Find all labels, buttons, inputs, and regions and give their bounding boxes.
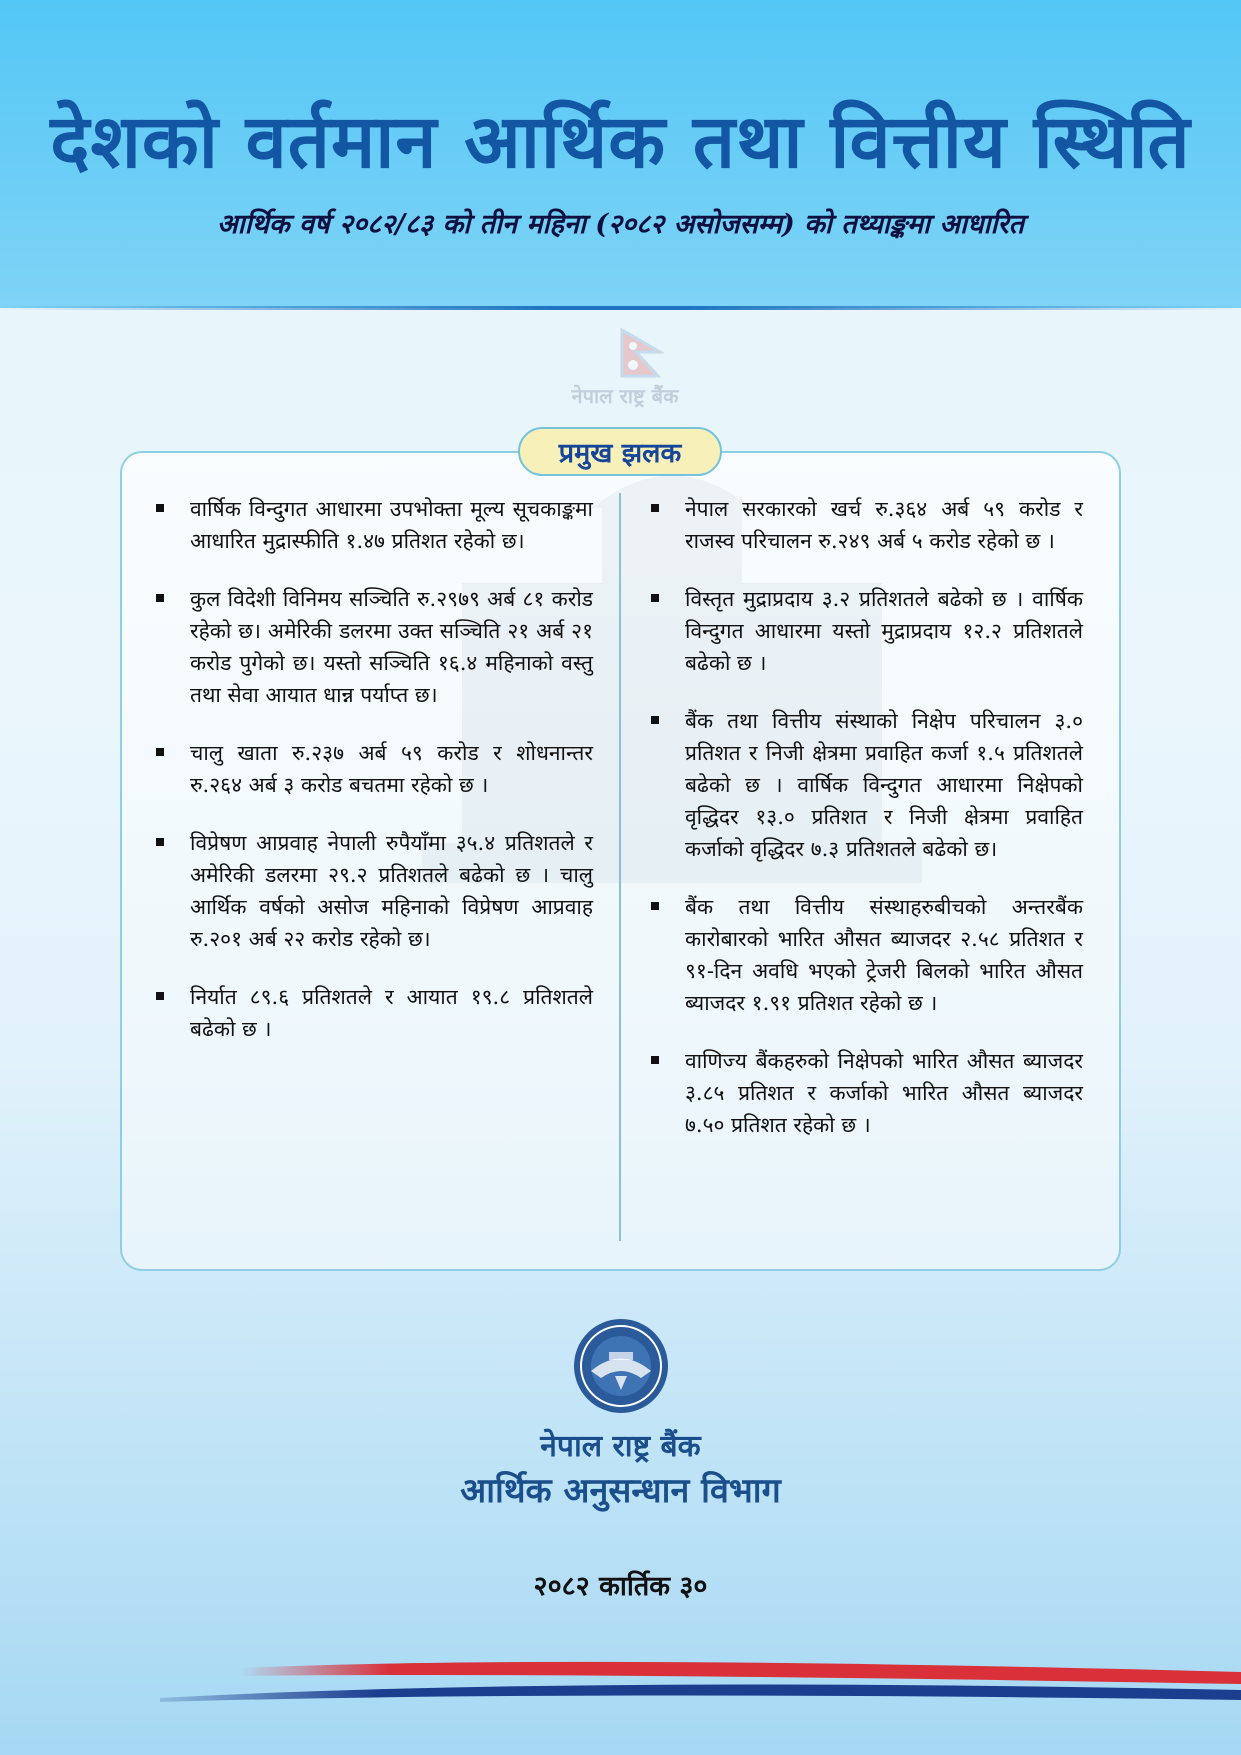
highlights-badge	[518, 427, 722, 476]
list-item-text: वाणिज्य बैंकहरुको निक्षेपको भारित औसत ब्याजदर ३.८५ प्रतिशत र कर्जाको भारित औसत ब्याजदर ७.५० प्रतिशत रहेको छ ।	[685, 1049, 1083, 1137]
list-item	[148, 737, 593, 801]
department-name: आर्थिक अनुसन्धान विभाग	[460, 1471, 781, 1511]
bullet-square-icon	[651, 716, 659, 724]
bullet-square-icon	[156, 748, 164, 756]
list-item	[643, 493, 1083, 557]
list-item	[643, 705, 1083, 865]
header-divider	[0, 306, 1241, 310]
list-item	[148, 827, 593, 955]
highlights-label: प्रमुख झलक	[558, 438, 682, 469]
list-item-text: नेपाल सरकारको खर्च रु.३६४ अर्ब ५९ करोड र राजस्व परिचालन रु.२४९ अर्ब ५ करोड रहेको छ ।	[685, 497, 1083, 553]
bullet-square-icon	[651, 902, 659, 910]
list-item-text: बैंक तथा वित्तीय संस्थाहरुबीचको अन्तरबैंक कारोबारको भारित औसत ब्याजदर २.५८ प्रतिशत र ९१-दिन अवधि भएको ट्रेजरी बिलको भारित औसत ब्याजदर १.९१ प्रतिशत रहेको छ ।	[685, 895, 1083, 1015]
column-divider	[619, 493, 621, 1241]
decorative-stripes	[160, 1650, 1241, 1710]
highlights-right-column	[643, 493, 1083, 1167]
bullet-square-icon	[156, 594, 164, 602]
bullet-square-icon	[651, 594, 659, 602]
page-title: देशको वर्तमान आर्थिक तथा वित्तीय स्थिति	[50, 99, 1191, 185]
list-item	[643, 1045, 1083, 1141]
list-item-text: विस्तृत मुद्राप्रदाय ३.२ प्रतिशतले बढेको छ । वार्षिक विन्दुगत आधारमा यस्तो मुद्राप्रदाय १२.२ प्रतिशतले बढेको छ ।	[685, 587, 1083, 675]
bullet-square-icon	[156, 992, 164, 1000]
bullet-square-icon	[651, 504, 659, 512]
page-subtitle: आर्थिक वर्ष २०८२/८३ को तीन महिना (२०८२ असोजसम्म) को तथ्याङ्कमा आधारित	[217, 209, 1024, 240]
bullet-square-icon	[651, 1056, 659, 1064]
watermark-text: नेपाल राष्ट्र बैंक	[571, 384, 679, 408]
list-item-text: निर्यात ८९.६ प्रतिशतले र आयात १९.८ प्रतिशतले बढेको छ ।	[190, 985, 593, 1041]
list-item-text: वार्षिक विन्दुगत आधारमा उपभोक्ता मूल्य सूचकाङ्कमा आधारित मुद्रास्फीति १.४७ प्रतिशत रहेको छ।	[190, 497, 593, 553]
list-item	[148, 981, 593, 1045]
org-name: नेपाल राष्ट्र बैंक	[540, 1429, 701, 1464]
list-item	[643, 891, 1083, 1019]
list-item-text: कुल विदेशी विनिमय सञ्चिति रु.२९७९ अर्ब ८१ करोड रहेको छ। अमेरिकी डलरमा उक्त सञ्चिति २१ अर्ब २१ करोड पुगेको छ। यस्तो सञ्चिति १६.४ महिनाको वस्तु तथा सेवा आयात धान्न पर्याप्त छ।	[190, 587, 593, 707]
list-item-text: चालु खाता रु.२३७ अर्ब ५९ करोड र शोधनान्तर रु.२६४ अर्ब ३ करोड बचतमा रहेको छ ।	[190, 741, 593, 797]
list-item	[148, 493, 593, 557]
list-item	[148, 583, 593, 711]
list-item-text: बैंक तथा वित्तीय संस्थाको निक्षेप परिचालन ३.० प्रतिशत र निजी क्षेत्रमा प्रवाहित कर्जा १.५ प्रतिशतले बढेको छ । वार्षिक विन्दुगत आधारमा निक्षेपको वृद्धिदर १३.० प्रतिशत र निजी क्षेत्रमा प्रवाहित कर्जाको वृद्धिदर ७.३ प्रतिशतले बढेको छ।	[685, 709, 1083, 861]
bullet-square-icon	[156, 504, 164, 512]
bullet-square-icon	[156, 838, 164, 846]
nepal-flag-icon	[620, 328, 664, 380]
highlights-left-column	[148, 493, 593, 1071]
publication-date: २०८२ कार्तिक ३०	[533, 1571, 708, 1602]
list-item	[643, 583, 1083, 679]
list-item-text: विप्रेषण आप्रवाह नेपाली रुपैयाँमा ३५.४ प्रतिशतले र अमेरिकी डलरमा २९.२ प्रतिशतले बढेको छ । चालु आर्थिक वर्षको असोज महिनाको विप्रेषण आप्रवाह रु.२०१ अर्ब २२ करोड रहेको छ।	[190, 831, 593, 951]
nrb-emblem-icon	[571, 1316, 671, 1416]
